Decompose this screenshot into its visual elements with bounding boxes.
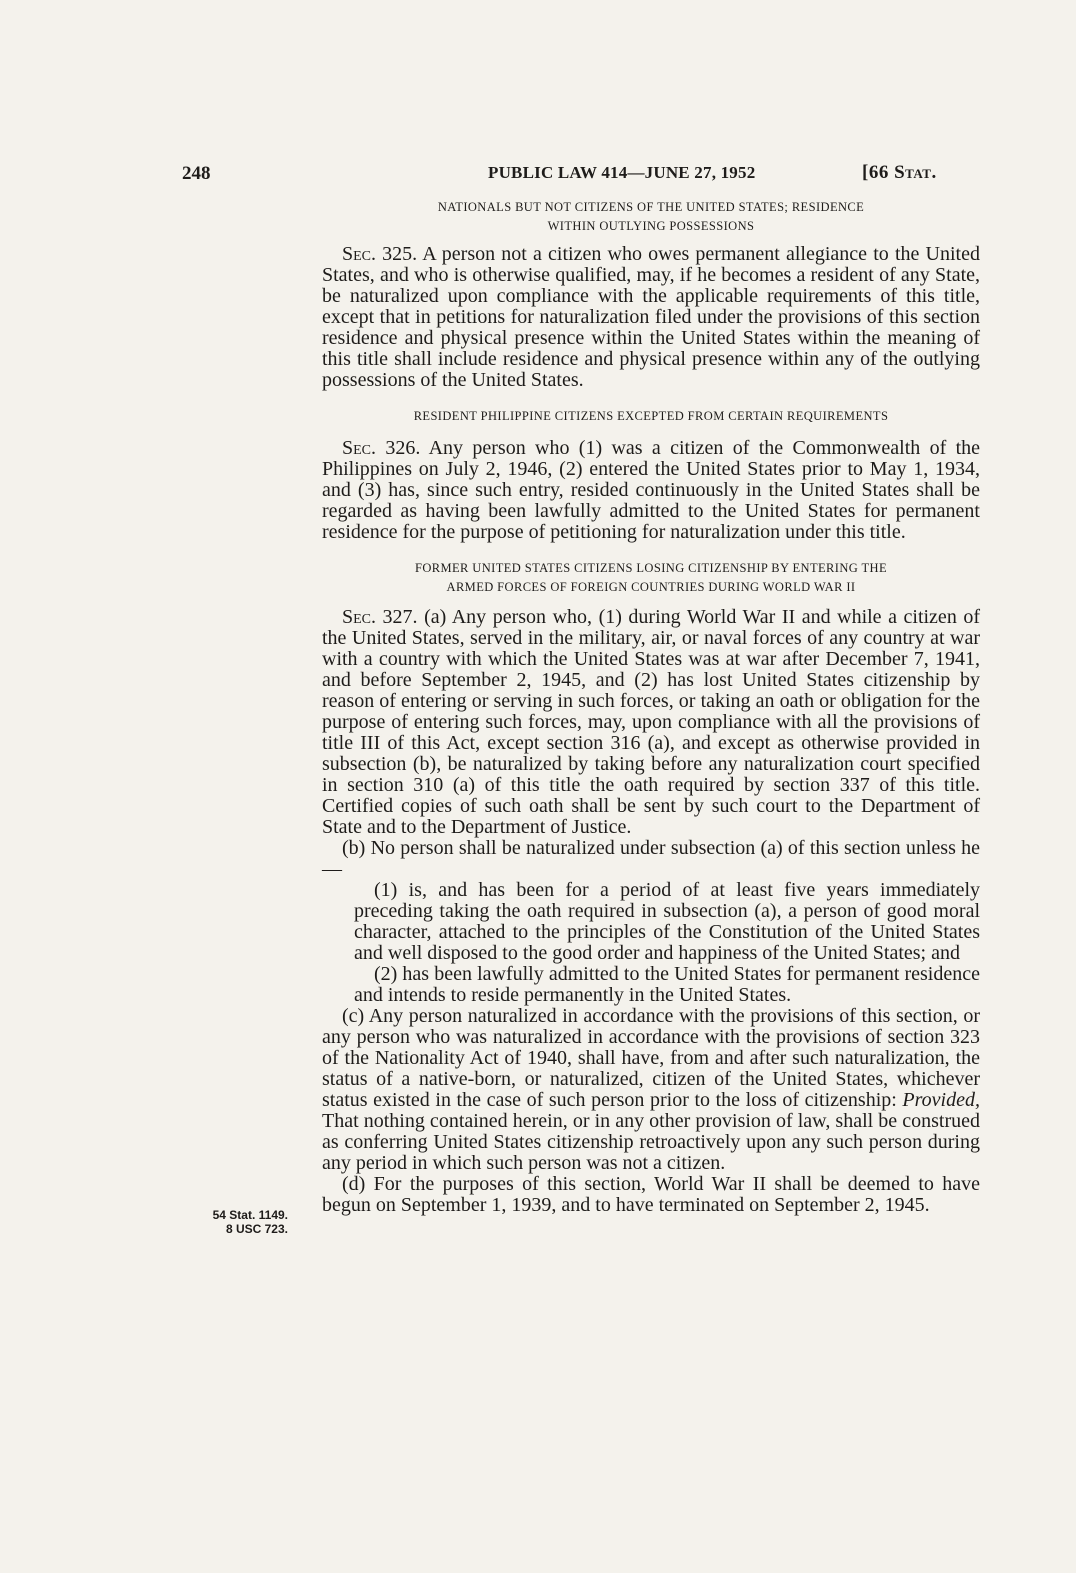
margin-note-line-2: 8 USC 723. bbox=[225, 1222, 288, 1236]
sec-327-c-text-after: That nothing contained herein, or in any other provision of law, shall be construed as conferring United States citizenship retroactively upon any such person during any period in which such person was not a citizen. bbox=[322, 1110, 980, 1174]
sec-325-text: A person not a citizen who owes permanent allegiance to the United States, and who is otherwise qualified, may, if he becomes a resident of any State, be naturalized upon compliance with the applicable requirements of this title, except that in petitions for naturalization filed under the provisions of this section residence and physical presence within the United States within the meaning of this title shall include residence and physical presence within any of the outlying possessions of the United States. bbox=[322, 243, 980, 391]
sec-326-heading bbox=[322, 407, 980, 426]
sec-327-subsection-b: (b) No person shall be naturalized under subsection (a) of this section unless he— bbox=[322, 837, 980, 880]
sec-327-a-text: (a) Any person who, (1) during World War II and while a citizen of the United States, served in the military, air, or naval forces of any country at war with a country with which the United States was at war after December 7, 1941, and before September 2, 1945, and (2) has lost United States citizenship by reason of entering or serving in such forces, or taking an oath or obligation for the purpose of entering such forces, may, upon compliance with all the provisions of title III of this Act, except section 316 (a), and except as otherwise provided in subsection (b), be naturalized by taking before any naturalization court specified in section 310 (a) of this title the oath required by section 337 of this title. Certified copies of such oath shall be sent by such court to the Department of State and to the Department of Justice. bbox=[322, 606, 981, 838]
margin-note-line-1: 54 Stat. 1149. bbox=[212, 1208, 288, 1222]
sec-327-heading bbox=[322, 559, 980, 597]
sec-327-c-provided: Provided, bbox=[902, 1089, 980, 1111]
sec-325-paragraph bbox=[322, 244, 980, 391]
sec-327-heading-line-2: ARMED FORCES OF FOREIGN COUNTRIES DURING WORLD WAR II bbox=[446, 580, 856, 594]
sec-327-clause-b1: (1) is, and has been for a period of at least five years immediately preceding taking the oath required in subsection (a), a person of good moral character, attached to the principles of the Constitution of the United States and well disposed to the good order and happiness of the United States; and bbox=[354, 879, 980, 964]
sec-326-label: Sec. 326. bbox=[342, 437, 421, 459]
margin-note bbox=[178, 1208, 288, 1236]
sec-325-label: Sec. 325. bbox=[342, 243, 418, 265]
sec-327-heading-line-1: FORMER UNITED STATES CITIZENS LOSING CITIZENSHIP BY ENTERING THE bbox=[414, 561, 888, 575]
sec-327-c-text-before: (c) Any person naturalized in accordance with the provisions of this section, or any person who was naturalized in accordance with the provisions of section 323 of the Nationality Act of 1940, shall have, from and after such naturalization, the status of a native-born, or naturalized, citizen of the United States, whichever status existed in the case of such person prior to the loss of citizenship: bbox=[322, 1005, 980, 1111]
running-head: PUBLIC LAW 414—JUNE 27, 1952 bbox=[488, 163, 756, 182]
page-number: 248 bbox=[182, 163, 211, 184]
sec-325-heading-line-2: WITHIN OUTLYING POSSESSIONS bbox=[547, 219, 755, 233]
stat-reference: [66 Stat. bbox=[862, 162, 937, 183]
text-column bbox=[322, 198, 980, 1216]
sec-326-paragraph bbox=[322, 438, 980, 543]
sec-327-subsection-d: (d) For the purposes of this section, World War II shall be deemed to have begun on September 1, 1939, and to have terminated on September 2, 1945. bbox=[322, 1173, 980, 1216]
sec-327-label: Sec. 327. bbox=[342, 606, 418, 628]
sec-326-text: Any person who (1) was a citizen of the Commonwealth of the Philippines on July 2, 1946, (2) entered the United States prior to May 1, 1934, and (3) has, since such entry, resided continuously in the United States shall be regarded as having been lawfully admitted to the United States for permanent residence for the purpose of petitioning for naturalization under this title. bbox=[322, 437, 981, 543]
sec-327-clause-b2: (2) has been lawfully admitted to the United States for permanent residence and intends to reside permanently in the United States. bbox=[354, 963, 980, 1006]
sec-325-heading-line-1: NATIONALS BUT NOT CITIZENS OF THE UNITED STATES; RESIDENCE bbox=[437, 200, 865, 214]
sec-326-heading-line: RESIDENT PHILIPPINE CITIZENS EXCEPTED FROM CERTAIN REQUIREMENTS bbox=[413, 409, 889, 423]
sec-327-subsection-a bbox=[322, 607, 980, 838]
sec-327-subsection-c bbox=[322, 1006, 980, 1174]
sec-325-heading bbox=[322, 198, 980, 236]
